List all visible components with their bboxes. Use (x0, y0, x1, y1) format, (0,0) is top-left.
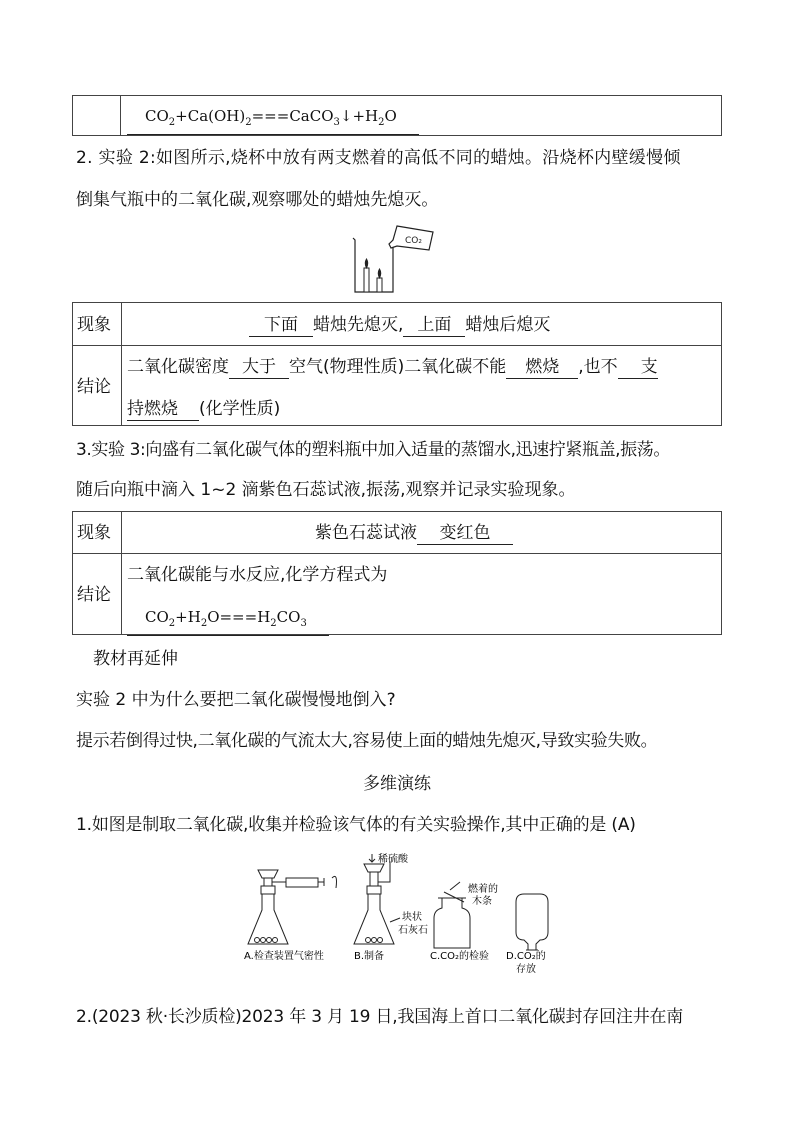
bottle-d (516, 894, 548, 950)
equation-blank (127, 105, 419, 135)
q3-table (72, 511, 722, 635)
calcium-hydroxide-equation (127, 105, 419, 135)
blank-support-b: 持燃烧 (127, 398, 199, 421)
extension-heading: 教材再延伸 (93, 649, 178, 669)
beaker (353, 238, 395, 292)
co2-bottle-label: CO₂ (405, 236, 422, 246)
stone-label-1: 块状 (402, 912, 422, 923)
conclusion-text-4: (化学性质) (199, 399, 281, 419)
flask-a (248, 870, 324, 944)
practice-q1: 1.如图是制取二氧化碳,收集并检验该气体的有关实验操作,其中正确的是 (A) (76, 815, 636, 835)
q2-line-2: 倒集气瓶中的二氧化碳,观察哪处的蜡烛先熄灭。 (76, 190, 439, 210)
blank-support-a: 支 (618, 356, 658, 379)
carbonic-acid-equation: $CO_2+H_2O===H_2CO_3$ (145, 608, 307, 629)
litmus-text: 紫色石蕊试液 (315, 523, 417, 543)
blank-burn: 燃烧 (506, 356, 578, 379)
caption-c: C.CO₂的检验 (430, 951, 490, 962)
q3-conclusion-label: 结论 (77, 585, 111, 605)
stone-label-2: 石灰石 (398, 925, 428, 936)
caption-d-1: D.CO₂的 (506, 951, 546, 962)
practice-heading: 多维演练 (363, 774, 431, 794)
candles (364, 259, 382, 292)
q2-phenomenon-text (249, 313, 550, 337)
q2-line-1: 2. 实验 2:如图所示,烧杯中放有两支燃着的高低不同的蜡烛。沿烧杯内壁缓慢倾 (76, 148, 681, 168)
stick-label-2: 木条 (472, 896, 492, 907)
q2-table (72, 302, 722, 426)
q2-conclusion-line-1 (127, 355, 658, 379)
q2-phenomenon-label: 现象 (77, 315, 111, 335)
beaker-candle-figure (345, 224, 435, 296)
carbonic-acid-blank (127, 606, 329, 636)
q2-conclusion-line-2 (127, 397, 280, 421)
q3-conclusion-line-1: 二氧化碳能与水反应,化学方程式为 (127, 565, 388, 585)
top-table (72, 95, 722, 136)
conclusion-text-3: ,也不 (578, 357, 618, 377)
q3-equation (127, 606, 329, 636)
conclusion-text-2: 空气(物理性质)二氧化碳不能 (289, 357, 507, 377)
extension-question: 实验 2 中为什么要把二氧化碳慢慢地倒入? (76, 690, 396, 710)
conclusion-text-1: 二氧化碳密度 (127, 357, 229, 377)
equation-text: $CO_2+Ca(OH)_2===CaCO_3↓+H_2O$ (145, 107, 397, 128)
blank-turn-red: 变红色 (417, 522, 513, 545)
caption-b: B.制备 (354, 951, 385, 962)
blank-upper: 上面 (403, 314, 465, 337)
flask-b (354, 854, 394, 944)
phenomenon-part-2: 蜡烛后熄灭 (465, 315, 551, 335)
q3-phenomenon-text (315, 521, 513, 545)
bottle-c (434, 882, 470, 948)
q3-line-1: 3.实验 3:向盛有二氧化碳气体的塑料瓶中加入适量的蒸馏水,迅速拧紧瓶盖,振荡。 (76, 440, 670, 460)
practice-q2: 2.(2023 秋·长沙质检)2023 年 3 月 19 日,我国海上首口二氧化碳封存回注井在南 (76, 1007, 684, 1027)
acid-label: 稀硫酸 (378, 854, 408, 865)
co2-experiment-figure (240, 852, 560, 978)
caption-d-2: 存放 (516, 964, 536, 975)
blank-lower: 下面 (249, 314, 313, 337)
q3-phenomenon-label: 现象 (77, 523, 111, 543)
q3-line-2: 随后向瓶中滴入 1~2 滴紫色石蕊试液,振荡,观察并记录实验现象。 (76, 480, 576, 500)
extension-hint: 提示若倒得过快,二氧化碳的气流太大,容易使上面的蜡烛先熄灭,导致实验失败。 (76, 731, 658, 751)
stick-label-1: 燃着的 (468, 884, 498, 895)
blank-greater: 大于 (229, 356, 289, 379)
phenomenon-part-1: 蜡烛先熄灭, (313, 315, 404, 335)
caption-a: A.检查装置气密性 (244, 951, 324, 962)
q2-conclusion-label: 结论 (77, 377, 111, 397)
